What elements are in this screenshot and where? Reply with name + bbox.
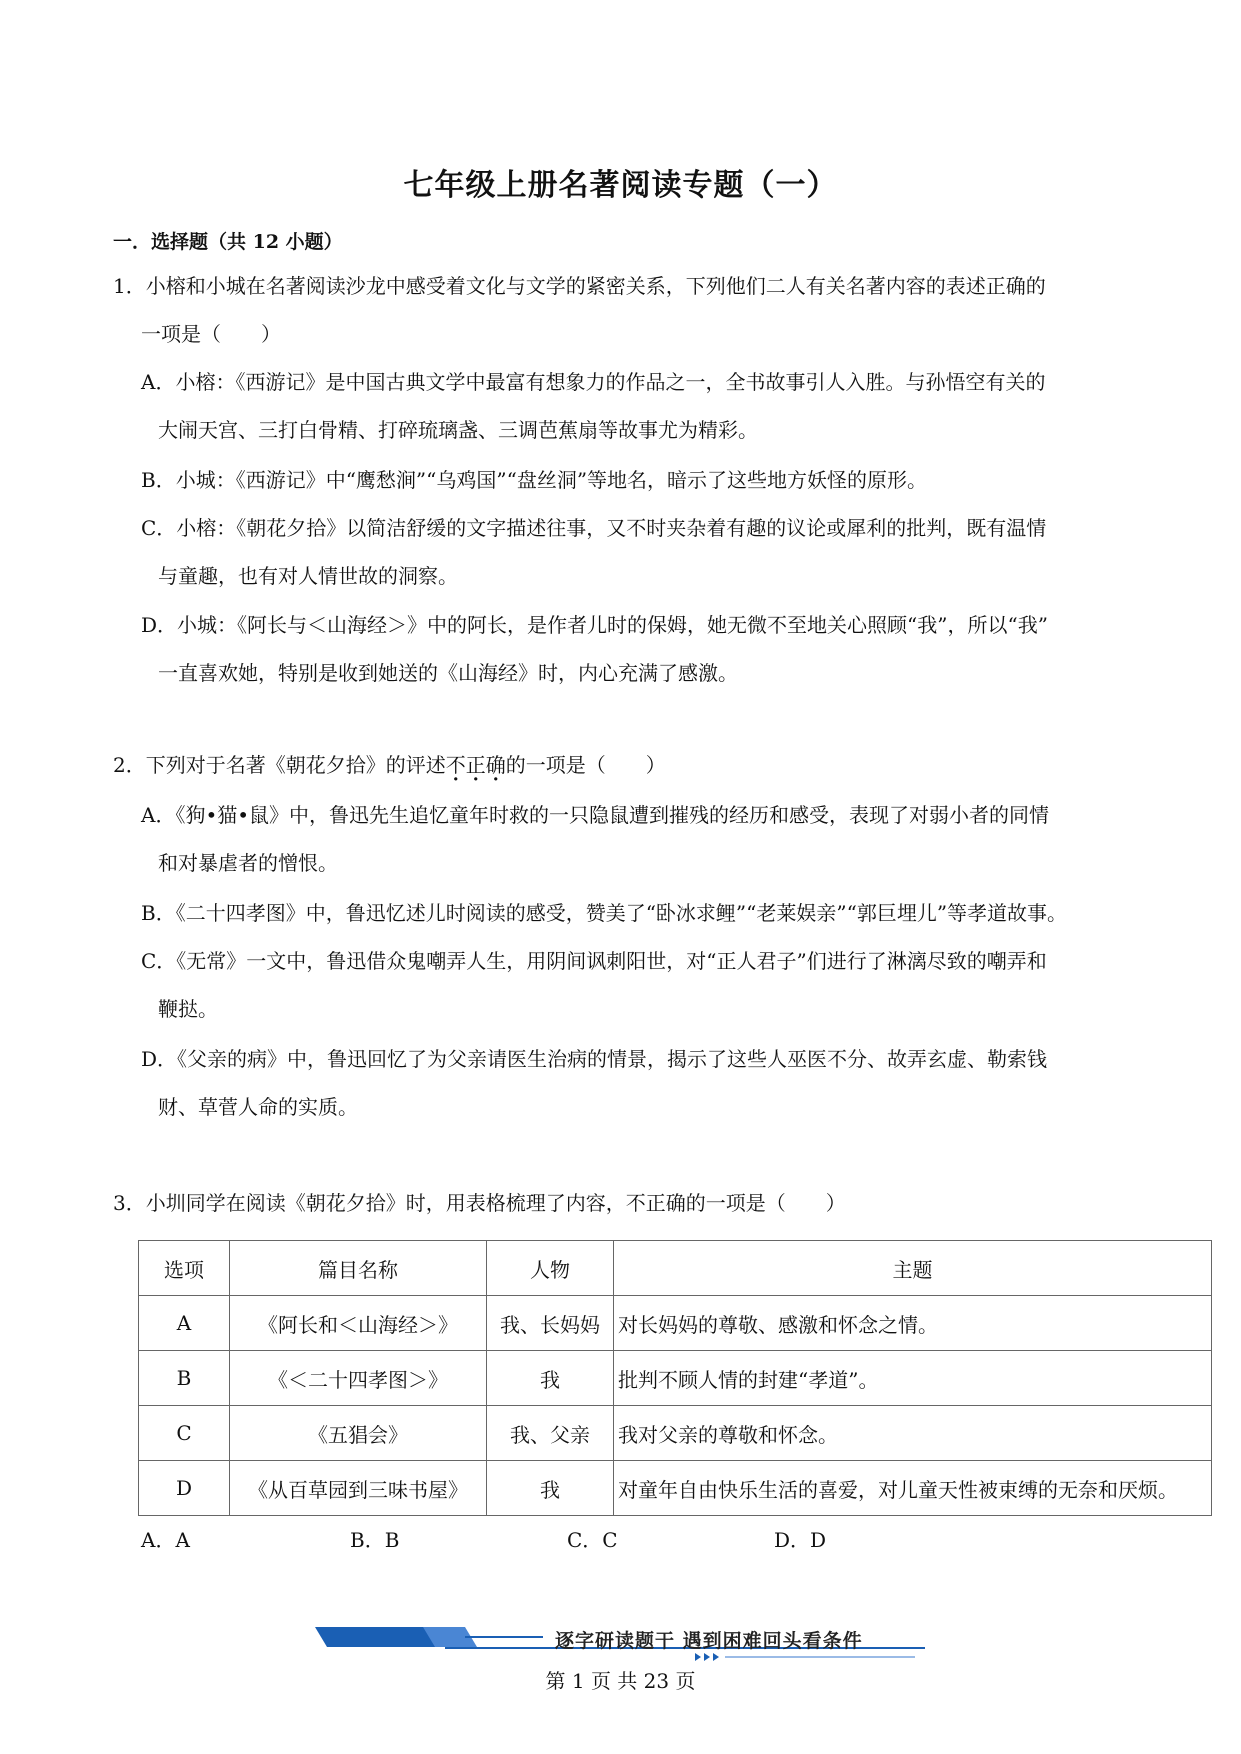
footer-banner-text: 逐字研读题干 遇到困难回头看条件 xyxy=(555,1630,863,1652)
q1-option-a: A．小榕：《西游记》是中国古典文学中最富有想象力的作品之一，全书故事引人入胜。与孙悟空有关的 xyxy=(141,370,1046,394)
q2-stem-pre: 2．下列对于名著《朝花夕拾》的评述 xyxy=(113,753,446,777)
emphasis-char: 不 xyxy=(445,753,466,777)
page-number: 第 1 页 共 23 页 xyxy=(545,1669,696,1693)
q2-stem xyxy=(113,752,666,778)
cell-characters: 我、长妈妈 xyxy=(487,1296,614,1351)
cell-characters: 我、父亲 xyxy=(487,1406,614,1461)
table-header-row xyxy=(139,1241,1212,1296)
col-header-characters: 人物 xyxy=(487,1241,614,1296)
arrow-icon xyxy=(713,1653,719,1661)
cell-characters: 我 xyxy=(487,1351,614,1406)
answer-choice-d: D．D xyxy=(774,1528,827,1552)
arrow-icon xyxy=(695,1653,701,1661)
cell-title: 《五猖会》 xyxy=(230,1406,487,1461)
q2-option-b: B．《二十四孝图》中，鲁迅忆述儿时阅读的感受，赞美了“卧冰求鲤”“老莱娱亲”“郭巨埋儿”等孝道故事。 xyxy=(141,901,1068,925)
table-row xyxy=(139,1461,1212,1516)
q1-option-a-cont: 大闹天宫、三打白骨精、打碎琉璃盏、三调芭蕉扇等故事尤为精彩。 xyxy=(158,418,758,442)
page-title: 七年级上册名著阅读专题（一） xyxy=(403,168,838,203)
q1-option-d: D．小城：《阿长与＜山海经＞》中的阿长，是作者儿时的保姆，她无微不至地关心照顾“我”，所以“我” xyxy=(141,613,1048,637)
cell-theme: 对童年自由快乐生活的喜爱，对儿童天性被束缚的无奈和厌烦。 xyxy=(614,1461,1212,1516)
cell-option: B xyxy=(139,1351,230,1406)
q2-option-a-cont: 和对暴虐者的憎恨。 xyxy=(158,851,338,875)
q1-stem-line1: 1．小榕和小城在名著阅读沙龙中感受着文化与文学的紧密关系，下列他们二人有关名著内容的表述正确的 xyxy=(113,274,1046,298)
q2-option-a: A．《狗•猫•鼠》中，鲁迅先生追忆童年时救的一只隐鼠遭到摧残的经历和感受，表现了对弱小者的同情 xyxy=(141,803,1050,827)
table-row xyxy=(139,1351,1212,1406)
answer-choice-b: B．B xyxy=(350,1528,400,1552)
cell-option: D xyxy=(139,1461,230,1516)
q1-option-d-cont: 一直喜欢她，特别是收到她送的《山海经》时，内心充满了感激。 xyxy=(158,661,738,685)
q2-option-d-cont: 财、草菅人命的实质。 xyxy=(158,1095,358,1119)
table-row xyxy=(139,1406,1212,1461)
answer-choice-c: C．C xyxy=(567,1528,618,1552)
table-row xyxy=(139,1296,1212,1351)
q1-option-c-cont: 与童趣，也有对人情世故的洞察。 xyxy=(158,564,458,588)
answer-choice-a: A．A xyxy=(141,1528,190,1552)
emphasis-char: 确 xyxy=(485,753,506,777)
q1-option-c: C．小榕：《朝花夕拾》以简洁舒缓的文字描述往事，又不时夹杂着有趣的议论或犀利的批判，既有温情 xyxy=(141,516,1047,540)
q1-stem-line2: 一项是（ ） xyxy=(141,322,281,346)
cell-title: 《从百草园到三味书屋》 xyxy=(230,1461,487,1516)
cell-option: C xyxy=(139,1406,230,1461)
col-header-option: 选项 xyxy=(139,1241,230,1296)
cell-theme: 批判不顾人情的封建“孝道”。 xyxy=(614,1351,1212,1406)
q3-table xyxy=(138,1240,1212,1516)
q3-stem: 3．小圳同学在阅读《朝花夕拾》时，用表格梳理了内容，不正确的一项是（ ） xyxy=(113,1191,846,1215)
section-heading: 一．选择题（共 12 小题） xyxy=(113,231,343,253)
emphasis-char: 正 xyxy=(465,753,486,777)
arrow-icon xyxy=(704,1653,710,1661)
col-header-theme: 主题 xyxy=(614,1241,1212,1296)
cell-theme: 我对父亲的尊敬和怀念。 xyxy=(614,1406,1212,1461)
cell-title: 《＜二十四孝图＞》 xyxy=(230,1351,487,1406)
q2-option-c: C．《无常》一文中，鲁迅借众鬼嘲弄人生，用阴间讽刺阳世，对“正人君子”们进行了淋漓尽致的嘲弄和 xyxy=(141,949,1047,973)
q2-option-d: D．《父亲的病》中，鲁迅回忆了为父亲请医生治病的情景，揭示了这些人巫医不分、故弄玄虚、勒索钱 xyxy=(141,1047,1048,1071)
q2-option-c-cont: 鞭挞。 xyxy=(158,997,218,1021)
cell-theme: 对长妈妈的尊敬、感激和怀念之情。 xyxy=(614,1296,1212,1351)
q1-option-b: B．小城：《西游记》中“鹰愁涧”“乌鸡国”“盘丝洞”等地名，暗示了这些地方妖怪的原形。 xyxy=(141,468,928,492)
q2-stem-post: 的一项是（ ） xyxy=(505,753,666,777)
cell-option: A xyxy=(139,1296,230,1351)
col-header-title: 篇目名称 xyxy=(230,1241,487,1296)
cell-characters: 我 xyxy=(487,1461,614,1516)
cell-title: 《阿长和＜山海经＞》 xyxy=(230,1296,487,1351)
